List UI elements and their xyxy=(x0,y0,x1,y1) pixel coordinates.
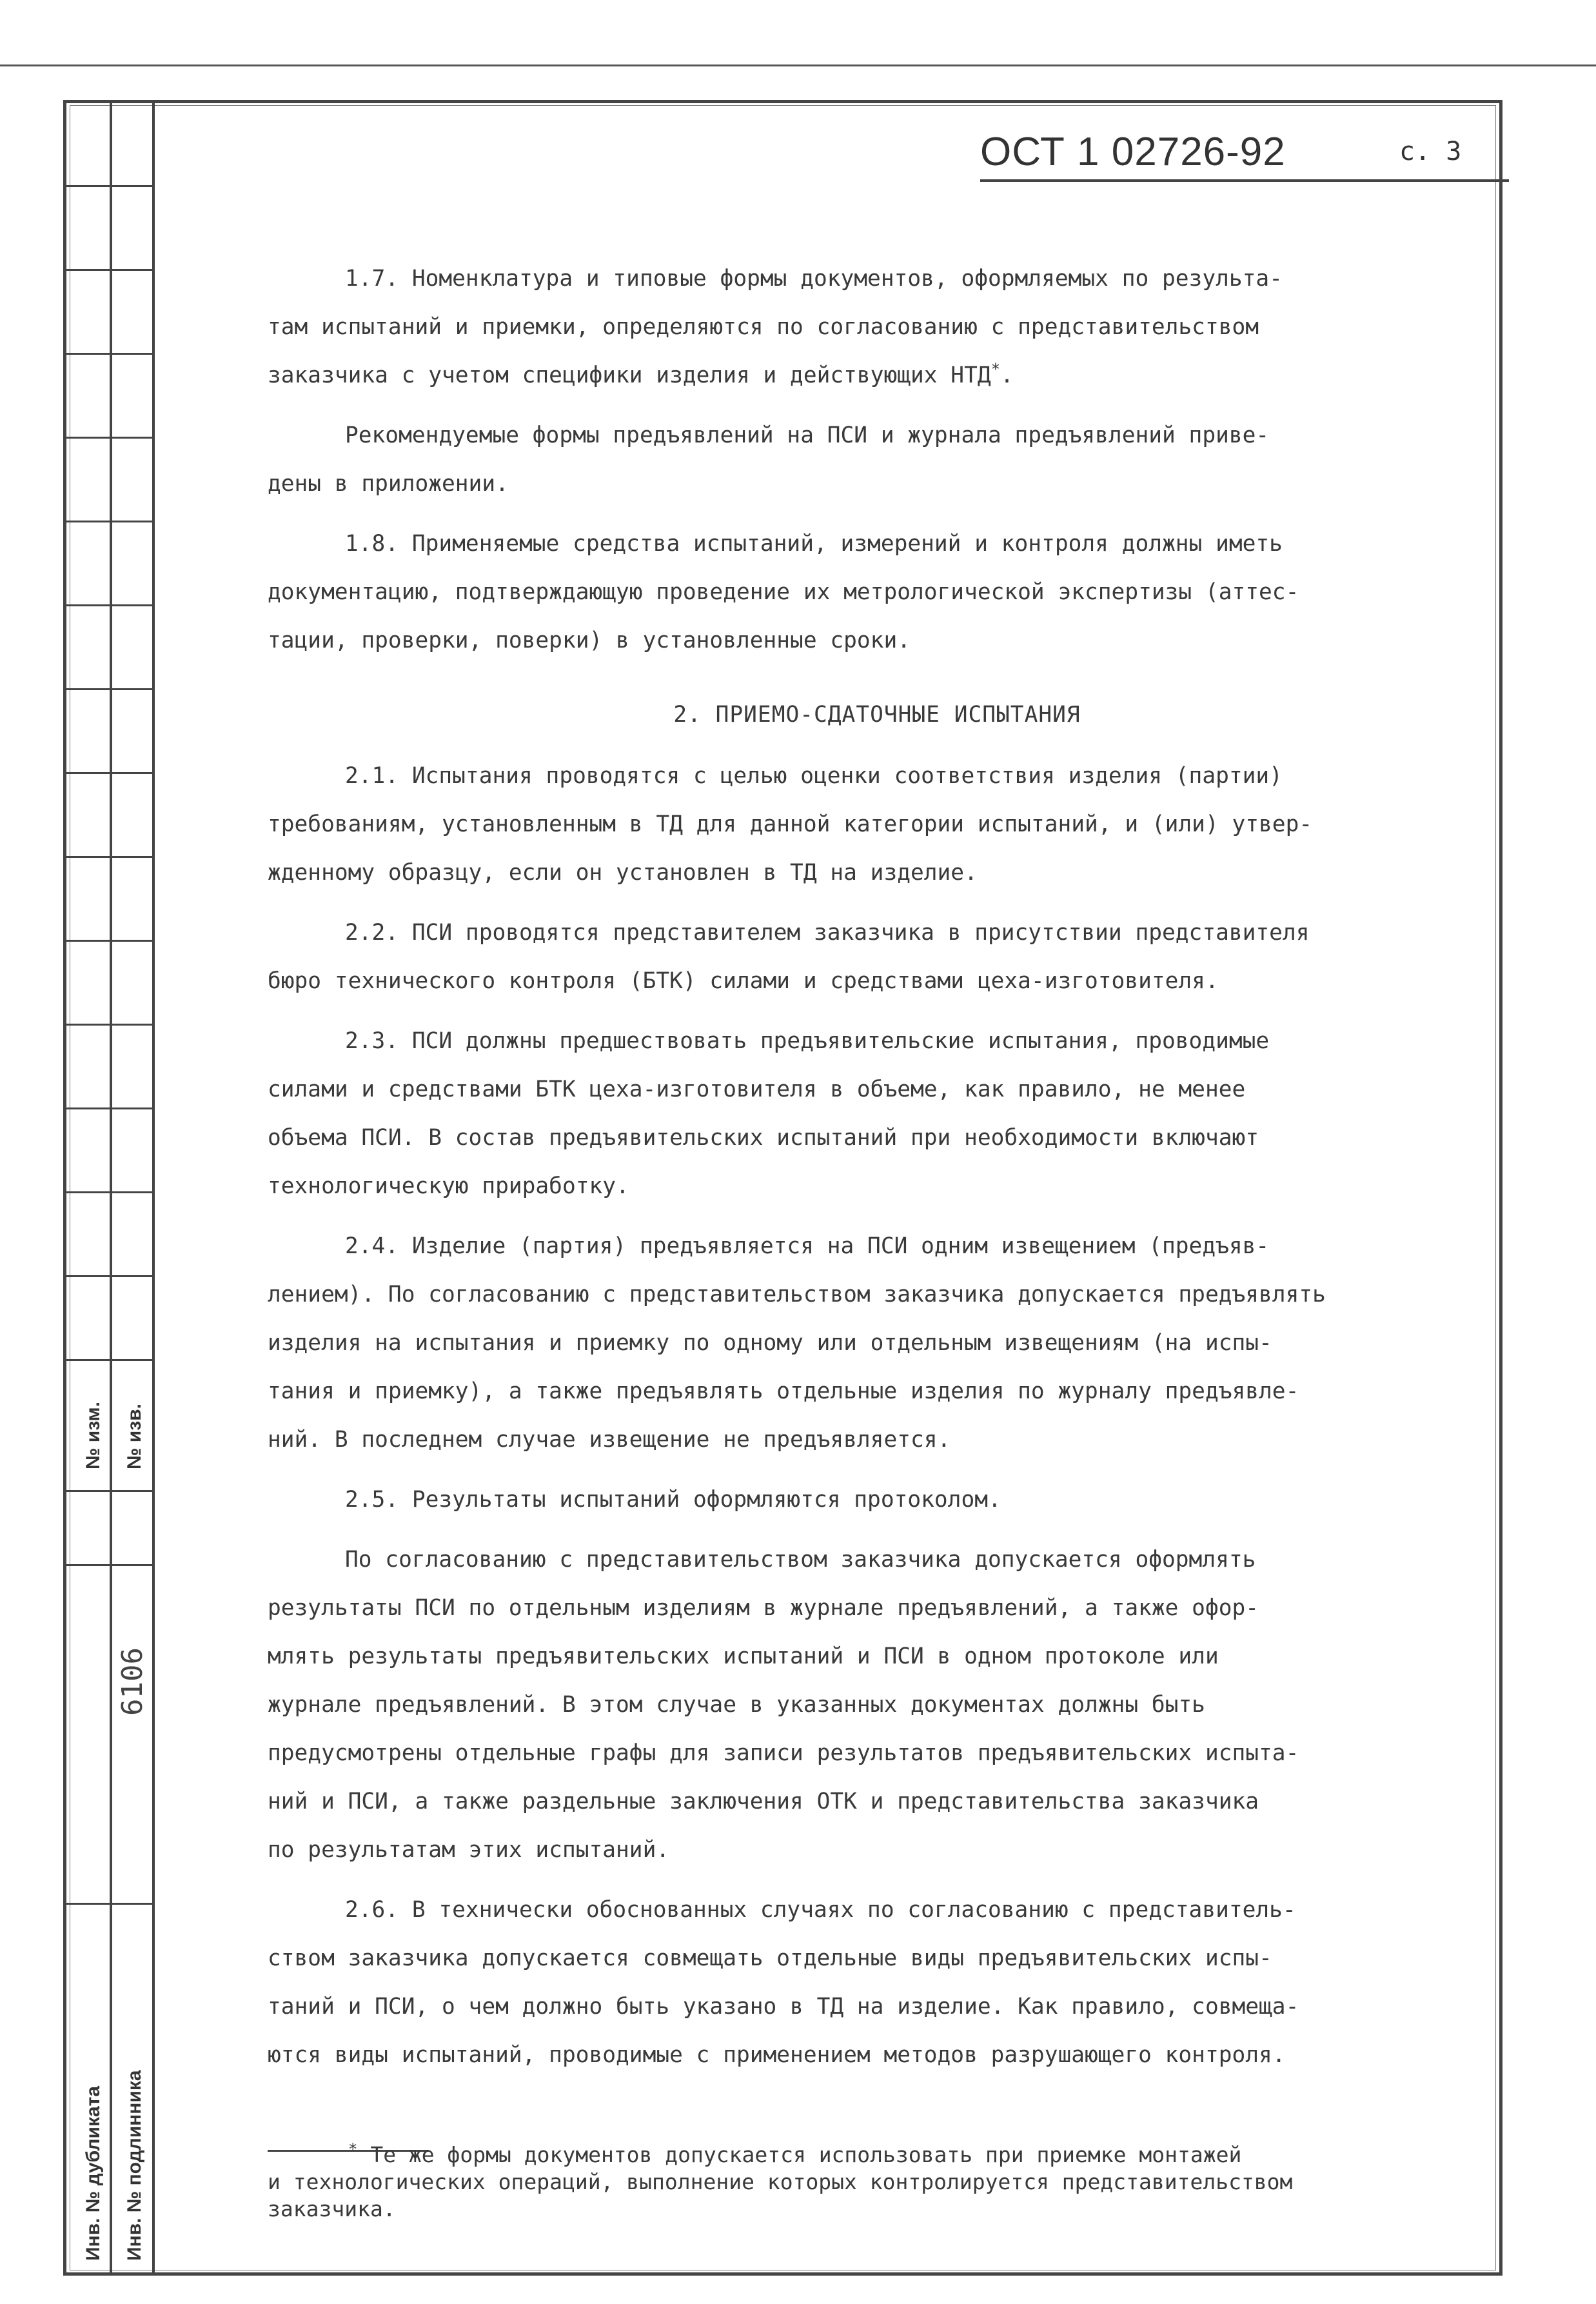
margin-cell-rule xyxy=(63,1024,153,1026)
margin-label-izv: № изв. xyxy=(124,1404,145,1469)
text-line xyxy=(268,352,1486,400)
paragraph-2-3 xyxy=(268,1017,1486,1211)
text-line: ний и ПСИ, а также раздельные заключения ОТК и представительства заказчика xyxy=(268,1789,1259,1814)
margin-inventory-number: 6106 xyxy=(116,1647,149,1716)
text-line: предусмотрены отдельные графы для записи результатов предъявительских испыта- xyxy=(268,1740,1299,1766)
margin-cell-rule xyxy=(63,353,153,355)
text-run: заказчика с учетом специфики изделия и действующих НТД xyxy=(268,362,991,388)
margin-cell-rule xyxy=(63,521,153,522)
margin-cell-rule xyxy=(63,1275,153,1277)
footnote-mark: * xyxy=(990,360,1001,379)
text-line: ством заказчика допускается совмещать отдельные виды предъявительских испы- xyxy=(268,1945,1272,1971)
text-line: результаты ПСИ по отдельным изделиям в журнале предъявлений, а также офор- xyxy=(268,1595,1259,1621)
paragraph-2-2 xyxy=(268,909,1486,1006)
paragraph-1-7-recommended xyxy=(268,412,1486,508)
text-line: тации, проверки, поверки) в установленные сроки. xyxy=(268,628,911,653)
text-line: там испытаний и приемки, определяются по согласованию с представительством xyxy=(268,314,1259,340)
footnote-line xyxy=(268,2141,1486,2169)
text-line: лением). По согласованию с представительством заказчика допускается предъявлять xyxy=(268,1282,1326,1307)
margin-cell-rule xyxy=(63,1107,153,1109)
text-line: ний. В последнем случае извещение не предъявляется. xyxy=(268,1427,951,1453)
margin-cell-rule xyxy=(63,772,153,774)
margin-cell-rule xyxy=(63,269,153,271)
margin-cell-rule xyxy=(63,604,153,606)
text-line: бюро технического контроля (БТК) силами и средствами цеха-изготовителя. xyxy=(268,968,1219,994)
paragraph-2-4 xyxy=(268,1222,1486,1464)
text-line: млять результаты предъявительских испытаний и ПСИ в одном протоколе или xyxy=(268,1644,1219,1669)
text-line: 1.8. Применяемые средства испытаний, измерений и контроля должны иметь xyxy=(345,531,1283,557)
margin-cell-rule xyxy=(63,437,153,439)
document-number: ОСТ 1 02726-92 xyxy=(980,130,1286,174)
text-line: 2.1. Испытания проводятся с целью оценки соответствия изделия (партии) xyxy=(345,763,1283,789)
paragraph-2-1 xyxy=(268,752,1486,897)
footnote xyxy=(268,2141,1486,2223)
margin-label-inv-dup: Инв. № дубликата xyxy=(83,2085,104,2261)
margin-cell-rule xyxy=(63,1490,153,1492)
header-underline xyxy=(980,179,1509,182)
text-line: ются виды испытаний, проводимые с применением методов разрушающего контроля. xyxy=(268,2042,1286,2068)
text-line: тания и приемку), а также предъявлять отдельные изделия по журналу предъявле- xyxy=(268,1378,1299,1404)
section-2-title: 2. ПРИЕМО-СДАТОЧНЫЕ ИСПЫТАНИЯ xyxy=(673,702,1081,728)
margin-cell-rule xyxy=(63,1191,153,1193)
text-line: объема ПСИ. В состав предъявительских испытаний при необходимости включают xyxy=(268,1125,1259,1151)
margin-label-izm: № изм. xyxy=(83,1402,104,1469)
text-line: жденному образцу, если он установлен в ТД на изделие. xyxy=(268,860,978,886)
margin-label-inv-orig: Инв. № подлинника xyxy=(124,2070,145,2261)
margin-cell-rule xyxy=(63,940,153,942)
text-line: таний и ПСИ, о чем должно быть указано в ТД на изделие. Как правило, совмеща- xyxy=(268,1994,1299,2020)
top-scan-rule xyxy=(0,65,1596,66)
footnote-mark: * xyxy=(348,2140,358,2158)
margin-cell-rule xyxy=(63,688,153,690)
text-line: По согласованию с представительством заказчика допускается оформлять xyxy=(345,1547,1256,1573)
text-line: технологическую приработку. xyxy=(268,1173,629,1199)
margin-cell-rule xyxy=(63,1359,153,1361)
text-line: изделия на испытания и приемку по одному или отдельным извещениям (на испы- xyxy=(268,1330,1272,1356)
page-number: с. 3 xyxy=(1399,137,1462,166)
footnote-line: и технологических операций, выполнение которых контролируется представительством xyxy=(268,2169,1293,2194)
text-line: 2.6. В технически обоснованных случаях по согласованию с представитель- xyxy=(345,1897,1296,1923)
margin-column-line xyxy=(152,102,155,2274)
text-line: по результатам этих испытаний. xyxy=(268,1837,670,1863)
margin-column-line xyxy=(110,102,112,2274)
paragraph-1-8 xyxy=(268,520,1486,665)
text-line: 2.2. ПСИ проводятся представителем заказчика в присутствии представителя xyxy=(345,920,1310,946)
paragraph-2-6 xyxy=(268,1886,1486,2080)
text-line: Рекомендуемые формы предъявлений на ПСИ и журнала предъявлений приве- xyxy=(345,422,1270,448)
text-line: журнале предъявлений. В этом случае в указанных документах должны быть xyxy=(268,1692,1205,1718)
text-line: 2.5. Результаты испытаний оформляются протоколом. xyxy=(345,1487,1001,1513)
text-run: Те же формы документов допускается использовать при приемке монтажей xyxy=(357,2142,1242,2167)
paragraph-2-5-agreement xyxy=(268,1536,1486,1874)
footnote-line: заказчика. xyxy=(268,2196,396,2221)
text-line: документацию, подтверждающую проведение их метрологической экспертизы (аттес- xyxy=(268,579,1299,605)
text-line: силами и средствами БТК цеха-изготовителя в объеме, как правило, не менее xyxy=(268,1077,1246,1102)
text-line: требованиям, установленным в ТД для данной категории испытаний, и (или) утвер- xyxy=(268,811,1313,837)
page-header xyxy=(980,129,1509,187)
text-run: . xyxy=(1000,362,1014,388)
text-line: 2.3. ПСИ должны предшествовать предъявительские испытания, проводимые xyxy=(345,1028,1270,1054)
margin-cell-rule xyxy=(63,185,153,187)
paragraph-1-7 xyxy=(268,255,1486,400)
margin-cell-rule xyxy=(63,856,153,858)
margin-cell-rule xyxy=(63,1564,153,1566)
document-body xyxy=(268,255,1486,2091)
paragraph-2-5 xyxy=(268,1476,1486,1524)
text-line: 1.7. Номенклатура и типовые формы документов, оформляемых по результа- xyxy=(345,266,1283,292)
margin-cell-rule xyxy=(63,1903,153,1905)
text-line: 2.4. Изделие (партия) предъявляется на ПСИ одним извещением (предъяв- xyxy=(345,1233,1270,1259)
text-line: дены в приложении. xyxy=(268,471,509,497)
